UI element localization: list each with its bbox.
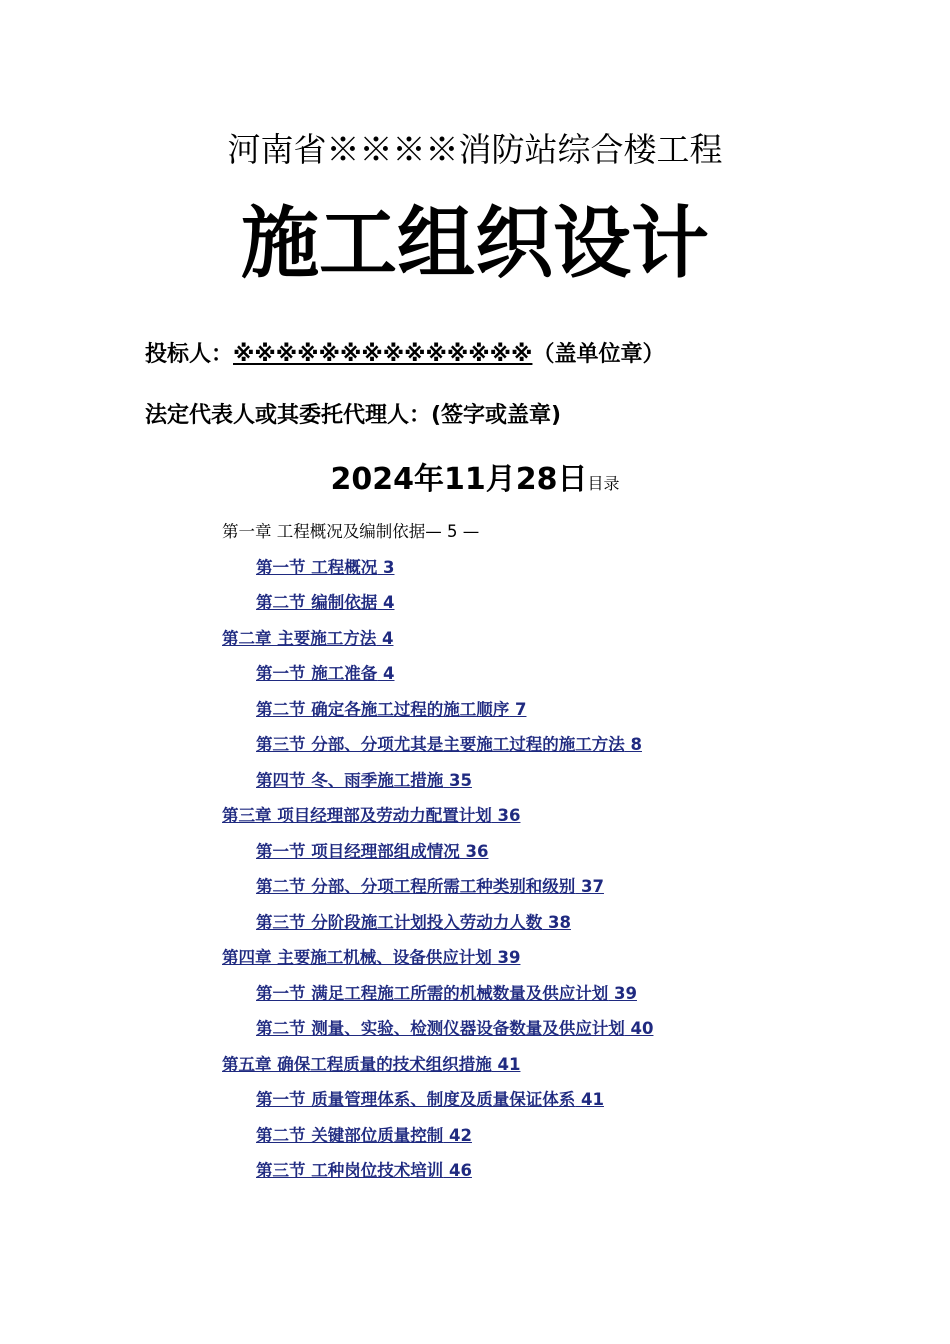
document-title: 施工组织设计 [240, 198, 709, 289]
toc-entry-label: 第四节 冬、雨季施工措施 [256, 770, 444, 790]
toc-entry-label: 第二节 测量、实验、检测仪器设备数量及供应计划 [256, 1019, 625, 1038]
toc-entry-label: 第二节 分部、分项工程所需工种类别和级别 [256, 877, 576, 896]
toc-entry-page-number: 37 [575, 877, 604, 896]
toc-section-entry[interactable] [256, 911, 571, 935]
date-line [0, 458, 950, 502]
toc-entry-page-number: 41 [491, 1054, 521, 1074]
toc-entry-page-number: 46 [443, 1161, 472, 1180]
toc-entry-page-number: 41 [575, 1090, 604, 1109]
toc-chapter-entry [222, 520, 479, 544]
bidder-label: 投标人： [145, 342, 234, 367]
toc-section-entry[interactable] [256, 1159, 472, 1183]
toc-section-entry[interactable] [256, 698, 526, 722]
toc-section-entry[interactable] [256, 556, 394, 580]
toc-entry-label: 第四章 主要施工机械、设备供应计划 [222, 948, 492, 967]
toc-entry-label: 第一节 项目经理部组成情况 [256, 841, 460, 861]
toc-entry-label: 第二章 主要施工方法 [222, 628, 377, 648]
toc-chapter-entry[interactable] [222, 946, 520, 970]
toc-chapter-entry[interactable] [222, 804, 520, 828]
toc-entry-page-number: 42 [443, 1125, 472, 1145]
toc-entry-label: 第二节 确定各施工过程的施工顺序 [256, 699, 510, 719]
toc-section-entry[interactable] [256, 733, 642, 757]
toc-entry-label: 第三节 工种岗位技术培训 [256, 1161, 444, 1180]
toc-entry-label: 第一节 质量管理体系、制度及质量保证体系 [256, 1090, 576, 1109]
toc-entry-page-number: 8 [624, 735, 642, 754]
legal-representative-line: 法定代表人或其委托代理人：(签字或盖章) [145, 403, 562, 428]
toc-section-entry[interactable] [256, 769, 472, 793]
toc-entry-page-number: 40 [624, 1019, 654, 1038]
toc-entry-label: 第二节 编制依据 [256, 593, 378, 612]
toc-entry-page-number: 3 [377, 557, 395, 577]
toc-entry-label: 第一节 工程概况 [256, 557, 378, 577]
toc-entry-label: 第三章 项目经理部及劳动力配置计划 [222, 806, 492, 825]
toc-entry-page-number: 36 [491, 806, 521, 825]
toc-entry-label: 第五章 确保工程质量的技术组织措施 [222, 1054, 492, 1074]
toc-chapter-entry[interactable] [222, 627, 393, 651]
toc-chapter-entry[interactable] [222, 1053, 520, 1077]
toc-entry-label: 第三节 分部、分项尤其是主要施工过程的施工方法 [256, 735, 625, 754]
bidder-value: ※※※※※※※※※※※※※※ [233, 342, 533, 367]
toc-entry-page-number: 7 [509, 699, 527, 719]
toc-entry-page-number: 36 [459, 841, 489, 861]
toc-heading: 目录 [587, 474, 620, 493]
toc-entry-page-number: 4 [377, 664, 395, 683]
toc-entry-page-number: 35 [443, 770, 472, 790]
toc-section-entry[interactable] [256, 1017, 653, 1041]
toc-entry-page-number: — 5 — [425, 522, 480, 541]
toc-entry-label: 第一节 满足工程施工所需的机械数量及供应计划 [256, 983, 609, 1003]
toc-entry-page-number: 4 [377, 593, 395, 612]
toc-entry-label: 第一节 施工准备 [256, 664, 378, 683]
toc-entry-label: 第二节 关键部位质量控制 [256, 1125, 444, 1145]
toc-section-entry[interactable] [256, 840, 488, 864]
toc-entry-label: 第三节 分阶段施工计划投入劳动力人数 [256, 912, 543, 932]
toc-entry-label: 第一章 工程概况及编制依据 [222, 522, 426, 541]
toc-section-entry[interactable] [256, 1088, 604, 1112]
toc-entry-page-number: 4 [376, 628, 394, 648]
toc-section-entry[interactable] [256, 591, 394, 615]
project-title: 河南省※※※※消防站综合楼工程 [227, 130, 723, 169]
toc-section-entry[interactable] [256, 875, 604, 899]
document-date: 2024年11月28日 [330, 462, 588, 497]
bidder-suffix: （盖单位章） [532, 342, 665, 367]
toc-section-entry[interactable] [256, 1124, 472, 1148]
toc-entry-page-number: 38 [542, 912, 571, 932]
toc-section-entry[interactable] [256, 662, 394, 686]
bidder-line [145, 338, 664, 372]
toc-section-entry[interactable] [256, 982, 637, 1006]
toc-entry-page-number: 39 [608, 983, 637, 1003]
toc-entry-page-number: 39 [491, 948, 521, 967]
